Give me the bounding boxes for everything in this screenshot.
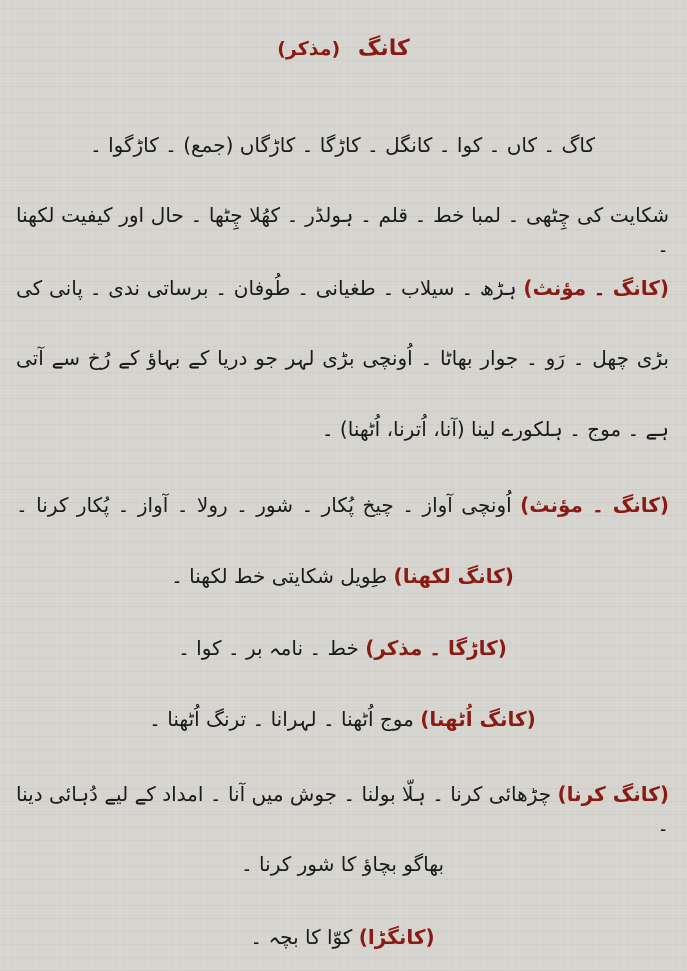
sense-label: (کانگڑا) [358, 925, 435, 949]
definition-line-11 [16, 849, 669, 879]
line-text: موج اُٹھنا ۔ لہرانا ۔ ترنگ اُٹھنا ۔ [149, 707, 414, 731]
line-text: چڑھائی کرنا ۔ ہلّا بولنا ۔ جوش میں آنا ۔ امداد کے لیے دُہائی دینا ۔ [16, 782, 669, 836]
sense-label: (کانگ کرنا) [557, 782, 669, 806]
entry-word: کانگ [357, 36, 410, 61]
line-text: ہڑھ ۔ سیلاب ۔ طغیانی ۔ طُوفان ۔ برساتی ندی ۔ پانی کی [16, 276, 517, 300]
definition-line-3 [16, 273, 669, 303]
entry-gender: (مذکر) [277, 38, 341, 60]
line-text: کوّا کا بچہ ۔ [250, 925, 353, 949]
sense-label: (کاڑگا ۔ مذکر) [365, 636, 507, 660]
line-text: اُونچی آواز ۔ چیخ پُکار ۔ شور ۔ رولا ۔ آواز ۔ پُکار کرنا ۔ [16, 493, 512, 517]
definition-line-8 [16, 633, 669, 663]
line-text: بھاگو بچاؤ کا شور کرنا ۔ [240, 852, 445, 876]
sense-label: (کانگ ۔ مؤنث) [520, 493, 669, 517]
definition-line-7 [16, 561, 669, 591]
definition-line-4 [16, 343, 669, 373]
entry-heading [0, 34, 687, 64]
definition-line-1 [16, 130, 669, 160]
definition-line-5 [16, 414, 669, 444]
line-text: طِویل شکایتی خط لکھنا ۔ [171, 564, 388, 588]
definition-line-12 [16, 922, 669, 952]
definition-line-6 [16, 490, 669, 520]
line-text: بڑی چھل ۔ رَو ۔ جوار بھاٹا ۔ اُونچی بڑی لہر جو دریا کے بہاؤ کے رُخ سے آتی [16, 346, 669, 370]
sense-label: (کانگ ۔ مؤنث) [523, 276, 669, 300]
line-text: ہے ۔ موج ۔ ہلکورے لینا (آنا، اُترنا، اُٹھنا) ۔ [321, 417, 669, 441]
line-text: کاگ ۔ کاں ۔ کوا ۔ کانگل ۔ کاڑگا ۔ کاڑگاں (جمع) ۔ کاڑگوا ۔ [90, 133, 595, 157]
line-text: خط ۔ نامہ بر ۔ کوا ۔ [178, 636, 359, 660]
definition-line-9 [16, 704, 669, 734]
sense-label: (کانگ اُٹھنا) [420, 707, 536, 731]
definition-line-10 [16, 779, 669, 839]
line-text: شکایت کی چِٹھی ۔ لمبا خط ۔ قلم ۔ ہولڈر ۔ کھُلا چِٹھا ۔ حال اور کیفیت لکھنا ۔ [16, 203, 669, 257]
definition-line-2 [16, 200, 669, 260]
sense-label: (کانگ لکھنا) [393, 564, 514, 588]
